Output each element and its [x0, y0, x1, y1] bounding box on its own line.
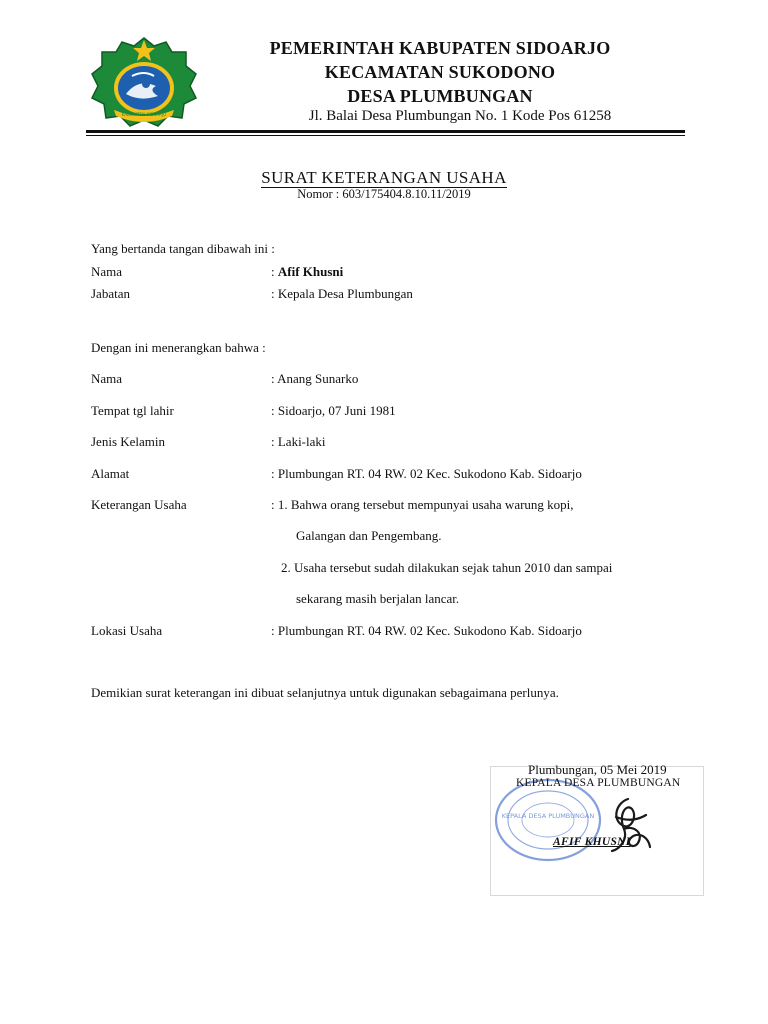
letterhead-district: KECAMATAN SUKODONO — [324, 62, 556, 82]
document-number: Nomor : 603/175404.8.10.11/2019 — [297, 187, 471, 201]
subject-address-value: : Plumbungan RT. 04 RW. 02 Kec. Sukodono Kab. Sidoarjo — [271, 466, 582, 481]
signature-role: KEPALA DESA PLUMBUNGAN — [516, 777, 681, 789]
stamp-text: KEPALA DESA PLUMBUNGAN — [501, 812, 595, 820]
letterhead-village: DESA PLUMBUNGAN — [347, 86, 533, 106]
subject-business-item1-cont: Galangan dan Pengembang. — [296, 528, 442, 543]
letterhead-address: Jl. Balai Desa Plumbungan No. 1 Kode Pos 61258 — [308, 108, 612, 124]
document-title — [0, 168, 768, 188]
signature-name: AFIF KHUSNI — [553, 836, 631, 848]
signer-position-value: : Kepala Desa Plumbungan — [271, 286, 413, 301]
subject-address-label: Alamat — [91, 466, 130, 481]
subject-location-value: : Plumbungan RT. 04 RW. 02 Kec. Sukodono Kab. Sidoarjo — [271, 623, 582, 638]
letterhead-divider-thin — [86, 135, 685, 136]
sidoarjo-regency-logo — [88, 36, 200, 128]
subject-name-label: Nama — [91, 371, 123, 386]
subject-business-item1: : 1. Bahwa orang tersebut mempunyai usaha warung kopi, — [271, 497, 574, 512]
subject-intro: Dengan ini menerangkan bahwa : — [91, 340, 266, 355]
logo-ribbon-text: KABUPATEN SIDOARJO — [121, 112, 167, 117]
signer-name-label: Nama — [91, 264, 123, 279]
subject-business-label: Keterangan Usaha — [91, 497, 187, 512]
handwritten-signature — [598, 795, 658, 860]
signer-position-label: Jabatan — [91, 286, 130, 301]
subject-birth-label: Tempat tgl lahir — [91, 403, 174, 418]
subject-birth-value: : Sidoarjo, 07 Juni 1981 — [271, 403, 396, 418]
subject-gender-label: Jenis Kelamin — [91, 434, 166, 449]
subject-location-label: Lokasi Usaha — [91, 623, 163, 638]
letterhead-government: PEMERINTAH KABUPATEN SIDOARJO — [269, 38, 611, 58]
signer-name-value — [271, 264, 343, 280]
subject-name-value: : Anang Sunarko — [271, 371, 359, 386]
document-title-text: SURAT KETERANGAN USAHA — [261, 168, 507, 187]
subject-business-item2-cont: sekarang masih berjalan lancar. — [296, 591, 460, 606]
subject-gender-value: : Laki-laki — [271, 434, 326, 449]
signature-place-date: Plumbungan, 05 Mei 2019 — [528, 762, 667, 777]
signer-name-colon: : — [271, 264, 278, 279]
signer-intro: Yang bertanda tangan dibawah ini : — [91, 241, 275, 256]
letterhead-divider-thick — [86, 130, 685, 133]
signer-name-bold: Afif Khusni — [277, 264, 344, 279]
subject-business-item2: 2. Usaha tersebut sudah dilakukan sejak tahun 2010 dan sampai — [281, 560, 613, 575]
closing-statement: Demikian surat keterangan ini dibuat selanjutnya untuk digunakan sebagaimana perlunya. — [91, 685, 559, 700]
